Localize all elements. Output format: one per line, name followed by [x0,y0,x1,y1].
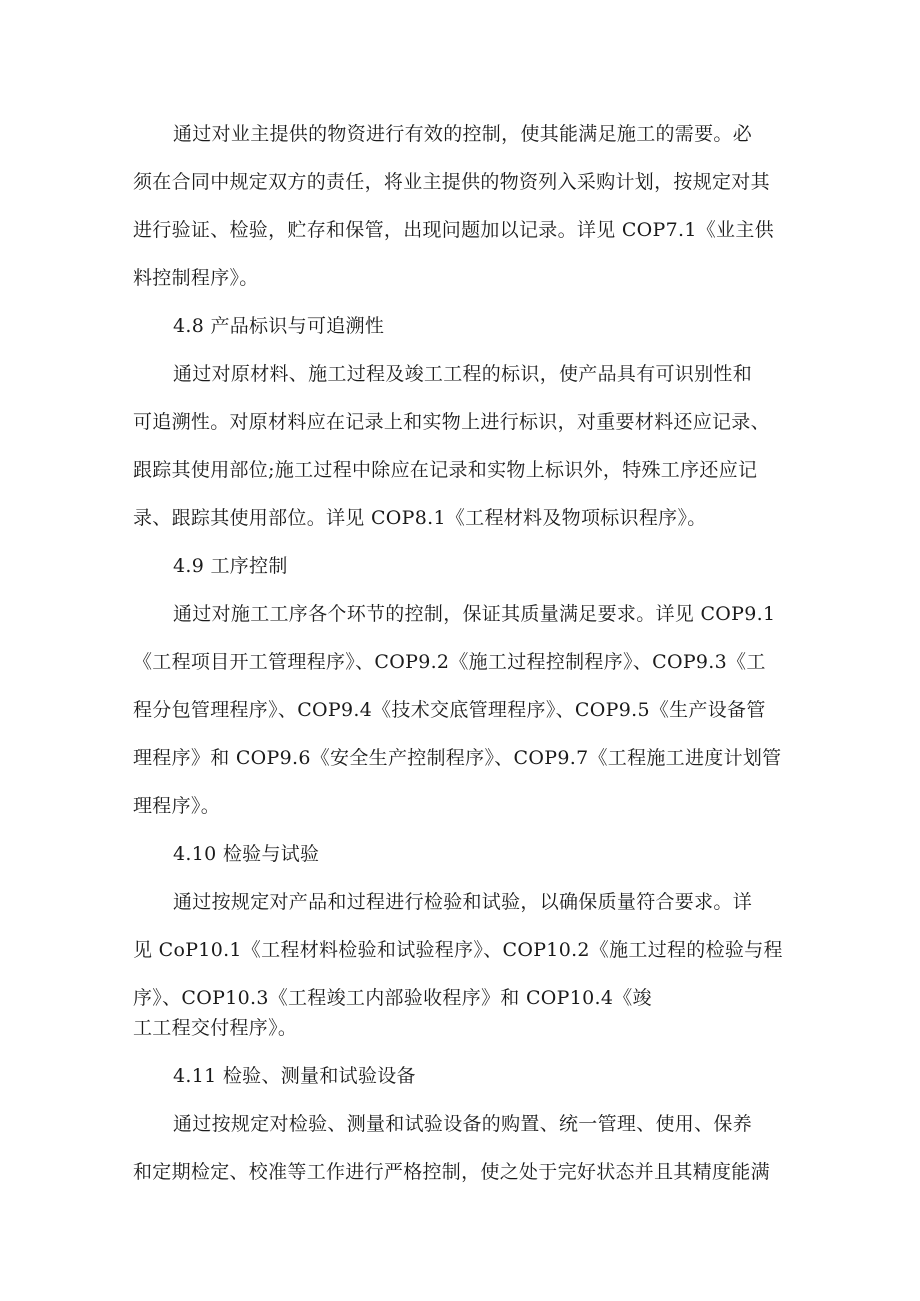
paragraph-line: 通过按规定对检验、测量和试验设备的购置、统一管理、使用、保养 [173,1113,753,1135]
paragraph-line: 通过对业主提供的物资进行有效的控制，使其能满足施工的需要。必 [173,123,753,145]
paragraph-line: 通过对施工工序各个环节的控制，保证其质量满足要求。详见 COP9.1 [173,603,776,625]
section-heading: 4.11 检验、测量和试验设备 [173,1065,416,1087]
section-heading: 4.8 产品标识与可追溯性 [173,315,385,337]
paragraph-line: 见 CoP10.1《工程材料检验和试验程序》、COP10.2《施工过程的检验与程 [133,939,783,961]
section-heading: 4.10 检验与试验 [173,843,320,865]
paragraph-line: 工工程交付程序》。 [133,1017,298,1039]
paragraph-line: 可追溯性。对原材料应在记录上和实物上进行标识，对重要材料还应记录、 [133,411,770,433]
paragraph-line: 录、跟踪其使用部位。详见 COP8.1《工程材料及物项标识程序》。 [133,507,707,529]
paragraph-line: 序》、COP10.3《工程竣工内部验收程序》和 COP10.4《竣 [133,987,652,1009]
paragraph-line: 理程序》和 COP9.6《安全生产控制程序》、COP9.7《工程施工进度计划管 [133,747,782,769]
paragraph-line: 料控制程序》。 [133,267,259,289]
paragraph-line: 通过对原材料、施工过程及竣工工程的标识，使产品具有可识别性和 [173,363,753,385]
paragraph-line: 程分包管理程序》、COP9.4《技术交底管理程序》、COP9.5《生产设备管 [133,699,766,721]
paragraph-line: 进行验证、检验，贮存和保管，出现问题加以记录。详见 COP7.1《业主供 [133,219,774,241]
paragraph-line: 通过按规定对产品和过程进行检验和试验，以确保质量符合要求。详 [173,891,753,913]
paragraph-line: 和定期检定、校准等工作进行严格控制，使之处于完好状态并且其精度能满 [133,1161,770,1183]
section-heading: 4.9 工序控制 [173,555,288,577]
paragraph-line: 跟踪其使用部位;施工过程中除应在记录和实物上标识外，特殊工序还应记 [133,459,758,481]
paragraph-line: 《工程项目开工管理程序》、COP9.2《施工过程控制程序》、COP9.3《工 [133,651,766,673]
paragraph-line: 须在合同中规定双方的责任，将业主提供的物资列入采购计划，按规定对其 [133,171,770,193]
paragraph-line: 理程序》。 [133,795,221,817]
